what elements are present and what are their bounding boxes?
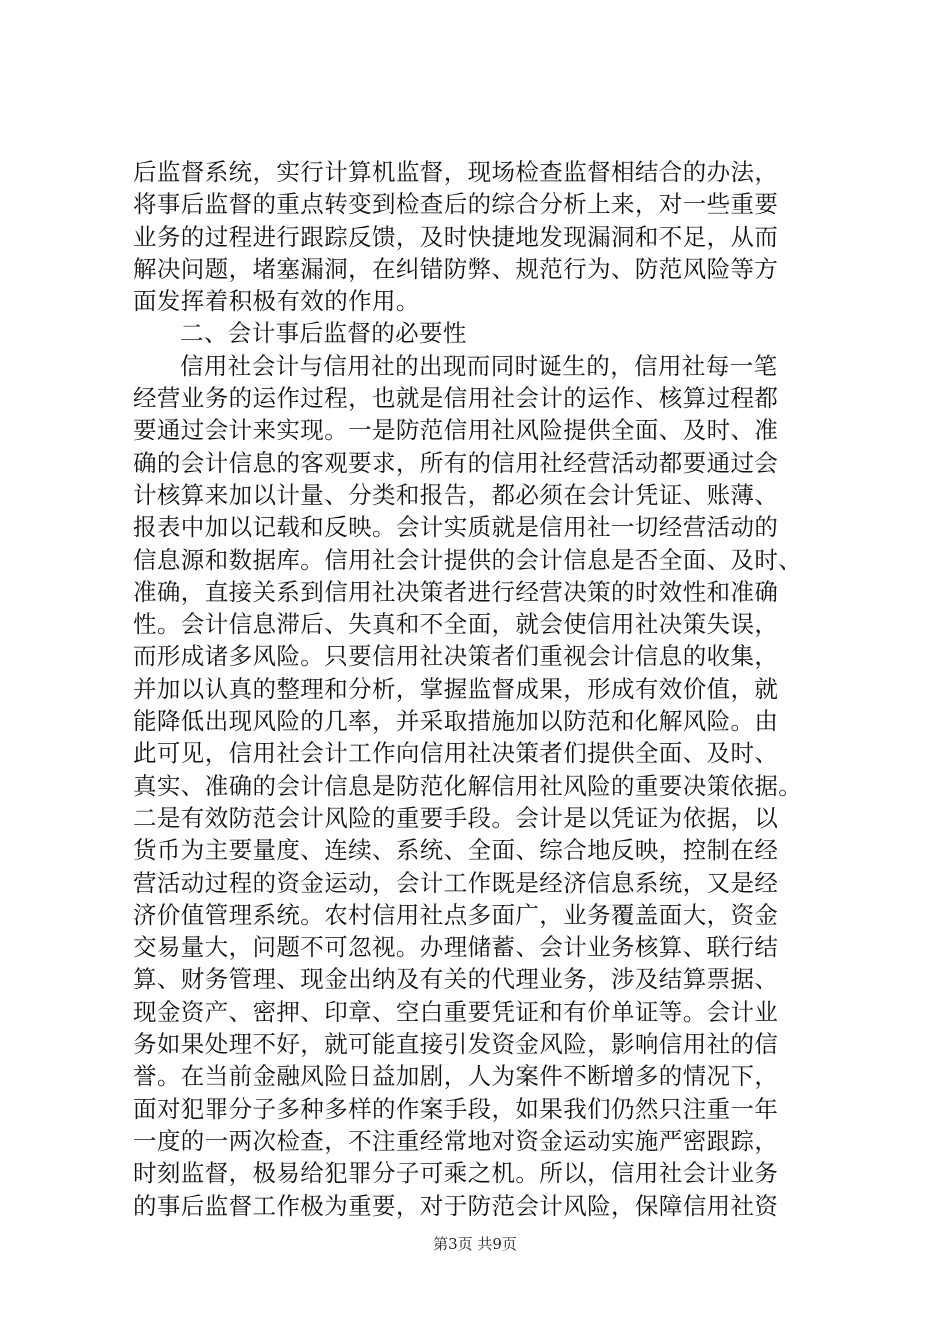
text-line: 的事后监督工作极为重要，对于防范会计风险，保障信用社资 — [133, 1191, 779, 1220]
text-line: 性。会计信息滞后、失真和不全面，就会使信用社决策失误， — [133, 610, 779, 639]
text-line: 货币为主要量度、连续、系统、全面、综合地反映，控制在经 — [133, 836, 779, 865]
text-line: 此可见，信用社会计工作向信用社决策者们提供全面、及时、 — [133, 739, 779, 768]
text-line: 二是有效防范会计风险的重要手段。会计是以凭证为依据，以 — [133, 803, 779, 832]
page-footer: 第3页 共9页 — [433, 1235, 517, 1253]
text-line: 交易量大，问题不可忽视。办理储蓄、会计业务核算、联行结 — [133, 933, 779, 962]
text-line: 时刻监督，极易给犯罪分子可乘之机。所以，信用社会计业务 — [133, 1159, 779, 1188]
text-line: 营活动过程的资金运动，会计工作既是经济信息系统，又是经 — [133, 868, 779, 897]
text-line: 务如果处理不好，就可能直接引发资金风险，影响信用社的信 — [133, 1030, 779, 1059]
section-heading: 二、会计事后监督的必要性 — [180, 319, 467, 348]
text-line: 面发挥着积极有效的作用。 — [133, 287, 420, 316]
text-line: 誉。在当前金融风险日益加剧，人为案件不断增多的情况下， — [133, 1062, 779, 1091]
text-line: 信息源和数据库。信用社会计提供的会计信息是否全面、及时、 — [133, 545, 803, 574]
text-line: 将事后监督的重点转变到检查后的综合分析上来，对一些重要 — [133, 190, 779, 219]
text-line: 报表中加以记载和反映。会计实质就是信用社一切经营活动的 — [133, 513, 779, 542]
paragraph-first-line: 信用社会计与信用社的出现而同时诞生的，信用社每一笔 — [180, 351, 778, 380]
text-line: 并加以认真的整理和分析，掌握监督成果，形成有效价值，就 — [133, 674, 779, 703]
text-line: 确的会计信息的客观要求，所有的信用社经营活动都要通过会 — [133, 448, 779, 477]
text-line: 一度的一两次检查，不注重经常地对资金运动实施严密跟踪， — [133, 1126, 779, 1155]
text-line: 现金资产、密押、印章、空白重要凭证和有价单证等。会计业 — [133, 997, 779, 1026]
text-line: 后监督系统，实行计算机监督，现场检查监督相结合的办法， — [133, 158, 779, 186]
text-line: 真实、准确的会计信息是防范化解信用社风险的重要决策依据。 — [133, 771, 803, 800]
document-body — [133, 156, 833, 1222]
text-line: 经营业务的运作过程，也就是信用社会计的运作、核算过程都 — [133, 384, 779, 413]
text-line: 面对犯罪分子多种多样的作案手段，如果我们仍然只注重一年 — [133, 1094, 779, 1123]
text-line: 能降低出现风险的几率，并采取措施加以防范和化解风险。由 — [133, 707, 779, 736]
text-line: 算、财务管理、现金出纳及有关的代理业务，涉及结算票据、 — [133, 965, 779, 994]
text-line: 业务的过程进行跟踪反馈，及时快捷地发现漏洞和不足，从而 — [133, 222, 779, 251]
text-line: 而形成诸多风险。只要信用社决策者们重视会计信息的收集， — [133, 642, 779, 671]
text-line: 准确，直接关系到信用社决策者进行经营决策的时效性和准确 — [133, 577, 779, 606]
text-line: 计核算来加以计量、分类和报告，都必须在会计凭证、账薄、 — [133, 480, 779, 509]
text-line: 要通过会计来实现。一是防范信用社风险提供全面、及时、准 — [133, 416, 779, 445]
text-line: 解决问题，堵塞漏洞，在纠错防弊、规范行为、防范风险等方 — [133, 254, 779, 283]
text-line: 济价值管理系统。农村信用社点多面广，业务覆盖面大，资金 — [133, 900, 779, 929]
